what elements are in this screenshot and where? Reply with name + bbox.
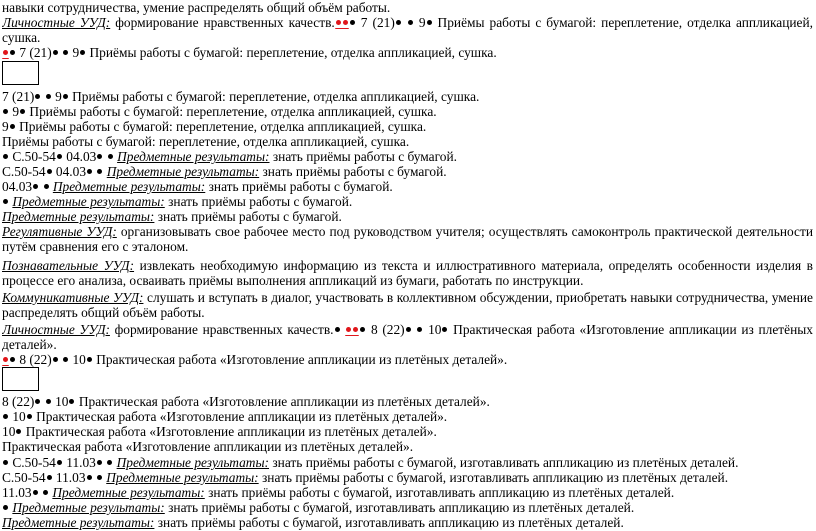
- lesson9-row-e: Приёмы работы с бумагой: переплетение, отделка аппликацией, сушка.: [2, 134, 410, 149]
- bullet-icon: [3, 505, 8, 510]
- regulatory-line-b: путём сравнения его с эталоном.: [2, 239, 189, 254]
- bullet-icon: [3, 199, 8, 204]
- bullet-icon: [3, 109, 8, 114]
- bullet-icon: [10, 50, 15, 55]
- bullet-icon: [417, 327, 422, 332]
- bullet-icon: [53, 50, 58, 55]
- red-bullets-mark: [2, 352, 9, 367]
- bullet-icon: [87, 357, 92, 362]
- bullet-icon: [53, 357, 58, 362]
- bullet-icon: [97, 475, 102, 480]
- red-bullet-icon: [3, 50, 8, 55]
- cognitive-line-b: процессе его анализа, осваивать приёмы выполнения аппликаций из бумаги, работать по инструкции.: [2, 273, 584, 288]
- subject9-row-e: Предметные результаты: знать приёмы работы с бумагой.: [2, 209, 342, 224]
- cognitive-line-a: Познавательные УУД: извлекать необходимую информацию из текста и иллюстративного материала, определять особенности изделия в: [2, 258, 813, 273]
- bullet-icon: [3, 460, 8, 465]
- bullet-icon: [3, 414, 8, 419]
- bullet-icon: [87, 169, 92, 174]
- bullet-icon: [63, 50, 68, 55]
- red-bullets-mark: [2, 45, 9, 60]
- bullet-icon: [33, 490, 38, 495]
- bullet-icon: [3, 154, 8, 159]
- subject10-row-e: Предметные результаты: знать приёмы работы с бумагой, изготавливать аппликацию из плетёных деталей.: [2, 515, 624, 530]
- lesson10-row-a: 8 (22) 10 Практическая работа «Изготовление аппликации из плетёных деталей».: [2, 352, 813, 367]
- bullet-icon: [46, 94, 51, 99]
- bullet-icon: [427, 20, 432, 25]
- lesson9-row-b: 7 (21) 9 Приёмы работы с бумагой: переплетение, отделка аппликацией, сушка.: [2, 89, 480, 104]
- red-bullets-mark: [335, 15, 349, 30]
- red-bullet-icon: [336, 20, 341, 25]
- subject9-row-d: Предметные результаты: знать приёмы работы с бумагой.: [2, 194, 813, 209]
- bullet-icon: [360, 327, 365, 332]
- bullet-icon: [335, 327, 340, 332]
- lesson10-row-b: 8 (22) 10 Практическая работа «Изготовление аппликации из плетёных деталей».: [2, 394, 490, 409]
- bullet-icon: [47, 169, 52, 174]
- bullet-icon: [80, 50, 85, 55]
- bullet-icon: [107, 460, 112, 465]
- bullet-icon: [63, 357, 68, 362]
- bullet-icon: [108, 154, 113, 159]
- bullet-icon: [97, 169, 102, 174]
- bullet-icon: [43, 490, 48, 495]
- lesson10-row-d: 10 Практическая работа «Изготовление аппликации из плетёных деталей».: [2, 424, 437, 439]
- subject9-row-b: С.50-54 04.03 Предметные результаты: знать приёмы работы с бумагой.: [2, 164, 447, 179]
- bullet-icon: [87, 475, 92, 480]
- personal-line: Личностные УУД: формирование нравственных качеств. 7 (21) 9 Приёмы работы с бумагой: переплетение, отделка аппликацией,: [2, 15, 813, 30]
- comm-tail-line: навыки сотрудничества, умение распределять общий объём работы.: [2, 0, 391, 15]
- bullet-icon: [33, 184, 38, 189]
- bullet-icon: [20, 109, 25, 114]
- empty-cell-box: [2, 61, 39, 85]
- communicative-line-b: распределять общий объём работы.: [2, 305, 205, 320]
- heading-personal: Личностные УУД:: [2, 15, 111, 30]
- lesson10-row-c: 10 Практическая работа «Изготовление аппликации из плетёных деталей».: [2, 409, 813, 424]
- red-bullet-icon: [3, 357, 8, 362]
- subject10-row-b: С.50-54 11.03 Предметные результаты: знать приёмы работы с бумагой, изготавливать аппликацию из плетёных деталей.: [2, 470, 729, 485]
- lesson9-row-d: 9 Приёмы работы с бумагой: переплетение, отделка аппликацией, сушка.: [2, 119, 427, 134]
- regulatory-line-a: Регулятивные УУД: организовывать свое рабочее место под руководством учителя; осуществлять самоконтроль практической деятельности: [2, 224, 813, 239]
- bullet-icon: [97, 154, 102, 159]
- bullet-icon: [396, 20, 401, 25]
- subject10-row-a: С.50-54 11.03 Предметные результаты: знать приёмы работы с бумагой, изготавливать аппликацию из плетёных деталей.: [2, 455, 813, 470]
- bullet-icon: [57, 460, 62, 465]
- bullet-icon: [406, 327, 411, 332]
- bullet-icon: [16, 429, 21, 434]
- bullet-icon: [69, 399, 74, 404]
- lesson9-row-a: 7 (21) 9 Приёмы работы с бумагой: переплетение, отделка аппликацией, сушка.: [2, 45, 813, 60]
- red-bullet-icon: [343, 20, 348, 25]
- bullet-icon: [408, 20, 413, 25]
- bullet-icon: [63, 94, 68, 99]
- lesson9-title-end: сушка.: [2, 30, 41, 45]
- red-bullet-icon: [353, 327, 358, 332]
- lesson10-row-e: Практическая работа «Изготовление аппликации из плетёных деталей».: [2, 439, 414, 454]
- subject10-row-d: Предметные результаты: знать приёмы работы с бумагой, изготавливать аппликацию из плетёных деталей.: [2, 500, 813, 515]
- bullet-icon: [35, 94, 40, 99]
- bullet-icon: [97, 460, 102, 465]
- bullet-icon: [10, 357, 15, 362]
- bullet-icon: [57, 154, 62, 159]
- lesson10-title-end: деталей».: [2, 337, 57, 352]
- red-bullets-mark: [345, 322, 359, 337]
- bullet-icon: [10, 124, 15, 129]
- red-bullet-icon: [346, 327, 351, 332]
- empty-cell-box: [2, 367, 39, 391]
- bullet-icon: [350, 20, 355, 25]
- personal-line-2: Личностные УУД: формирование нравственных качеств. 8 (22) 10 Практическая работа «Изготовление аппликации из плетёных: [2, 322, 813, 337]
- bullet-icon: [47, 475, 52, 480]
- subject10-row-c: 11.03 Предметные результаты: знать приёмы работы с бумагой, изготавливать аппликацию из плетёных деталей.: [2, 485, 675, 500]
- bullet-icon: [35, 399, 40, 404]
- bullet-icon: [27, 414, 32, 419]
- communicative-line-a: Коммуникативные УУД: слушать и вступать в диалог, участвовать в коллективном обсуждении, приобретать навыки сотрудничества, умение: [2, 290, 813, 305]
- lesson9-row-c: 9 Приёмы работы с бумагой: переплетение, отделка аппликацией, сушка.: [2, 104, 813, 119]
- subject9-row-a: С.50-54 04.03 Предметные результаты: знать приёмы работы с бумагой.: [2, 149, 813, 164]
- subject9-row-c: 04.03 Предметные результаты: знать приёмы работы с бумагой.: [2, 179, 393, 194]
- bullet-icon: [46, 399, 51, 404]
- bullet-icon: [442, 327, 447, 332]
- bullet-icon: [44, 184, 49, 189]
